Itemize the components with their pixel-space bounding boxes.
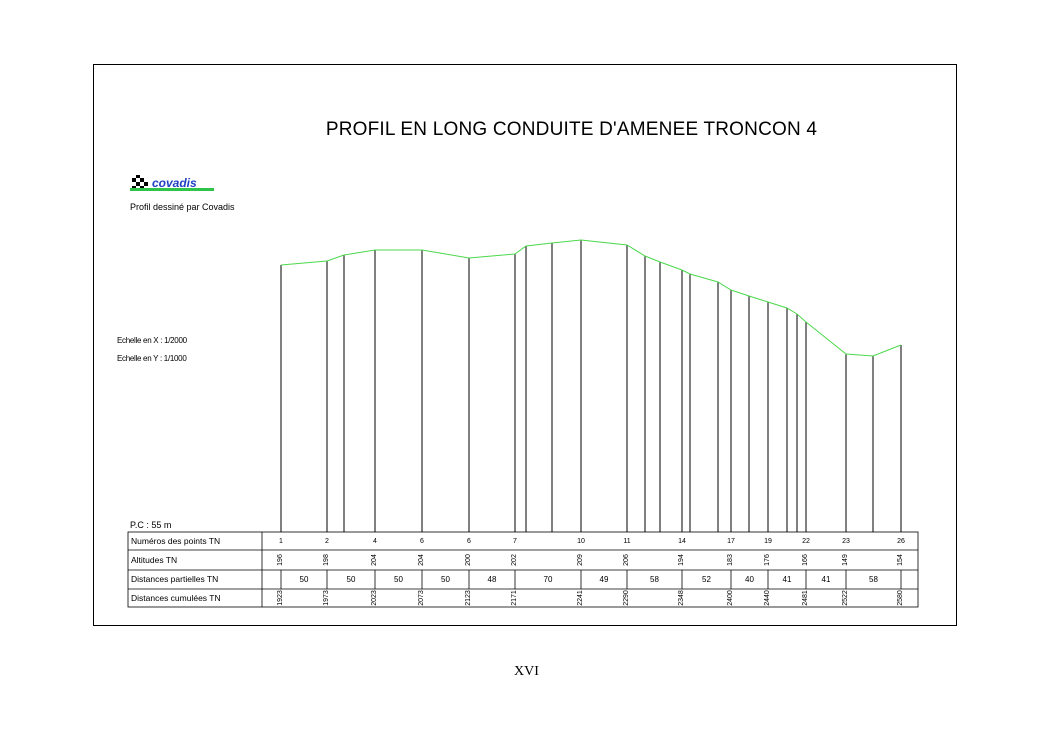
scale-x-label: Echelle en X : 1/2000	[117, 336, 187, 345]
data-table-grid	[128, 532, 918, 607]
point-number-label: 1	[279, 538, 283, 545]
partial-distance-label: 52	[702, 575, 711, 584]
point-number-label: 26	[897, 538, 905, 545]
cumulative-distance-label: 2023	[371, 590, 378, 606]
partial-distance-label: 70	[543, 575, 553, 584]
table-row-labels	[131, 536, 221, 603]
altitude-label: 206	[623, 554, 630, 566]
row-label-altitudes: Altitudes TN	[131, 555, 178, 565]
point-number-label: 19	[764, 538, 772, 545]
partial-distance-label: 50	[346, 575, 356, 584]
point-number-label: 2	[325, 538, 329, 545]
terrain-profile-line	[281, 240, 901, 356]
partial-distance-label: 41	[821, 575, 831, 584]
point-number-label: 7	[513, 538, 517, 545]
cumulative-distance-label: 2522	[842, 590, 849, 606]
partial-distance-label: 50	[394, 575, 403, 584]
cumulative-distance-label: 2580	[897, 590, 904, 606]
cumulative-distance-label: 2073	[418, 590, 425, 606]
point-number-label: 17	[727, 538, 735, 545]
table-cells	[277, 538, 905, 606]
cumulative-distance-label: 1923	[277, 590, 284, 606]
point-number-label: 22	[802, 538, 810, 545]
partial-distance-label: 48	[487, 575, 497, 584]
point-number-label: 4	[373, 538, 377, 545]
altitude-label: 196	[277, 554, 284, 566]
altitude-label: 202	[511, 554, 518, 566]
cumulative-distance-label: 2290	[623, 590, 630, 606]
partial-distance-label: 49	[599, 575, 609, 584]
row-label-point-numbers: Numéros des points TN	[131, 536, 221, 546]
row-label-cumulative-distances: Distances cumulées TN	[131, 593, 221, 603]
altitude-label: 176	[764, 554, 771, 566]
profile-verticals	[281, 240, 901, 532]
page-number: XVI	[514, 664, 539, 679]
cumulative-distance-label: 2241	[577, 590, 584, 606]
altitude-label: 204	[371, 554, 378, 566]
table-outline	[128, 532, 918, 607]
cumulative-distance-label: 2400	[727, 590, 734, 606]
drawing-title: PROFIL EN LONG CONDUITE D'AMENEE TRONCON 4	[325, 119, 818, 140]
point-number-label: 6	[467, 538, 471, 545]
point-number-label: 6	[420, 538, 424, 545]
partial-distance-label: 41	[782, 575, 792, 584]
scale-y-label: Echelle en Y : 1/1000	[117, 354, 187, 363]
point-number-label: 11	[623, 538, 631, 545]
partial-distance-label: 58	[869, 575, 878, 584]
altitude-label: 166	[802, 554, 809, 566]
point-number-label: 14	[678, 538, 686, 545]
point-number-label: 23	[842, 538, 850, 545]
reference-plane-label: P.C : 55 m	[130, 520, 172, 530]
altitude-label: 154	[897, 554, 904, 566]
altitude-label: 200	[465, 554, 472, 566]
altitude-label: 198	[323, 554, 330, 566]
cumulative-distance-label: 2123	[465, 590, 472, 606]
row-label-partial-distances: Distances partielles TN	[131, 574, 219, 584]
altitude-label: 194	[678, 554, 685, 566]
logo-subtitle: Profil dessiné par Covadis	[130, 202, 235, 212]
altitude-label: 209	[577, 554, 584, 566]
cumulative-distance-label: 1973	[323, 590, 330, 606]
cumulative-distance-label: 2481	[802, 590, 809, 606]
point-number-label: 10	[577, 538, 585, 545]
altitude-label: 204	[418, 554, 425, 566]
partial-distance-label: 50	[441, 575, 450, 584]
partial-distance-label: 50	[299, 575, 309, 584]
altitude-label: 149	[842, 554, 849, 566]
cumulative-distance-label: 2171	[511, 590, 518, 606]
partial-distance-label: 40	[745, 575, 754, 584]
cumulative-distance-label: 2348	[678, 590, 685, 606]
logo-wordmark: covadis	[152, 176, 197, 190]
altitude-label: 183	[727, 554, 734, 566]
cumulative-distance-label: 2440	[764, 590, 771, 606]
partial-distance-label: 58	[650, 575, 659, 584]
